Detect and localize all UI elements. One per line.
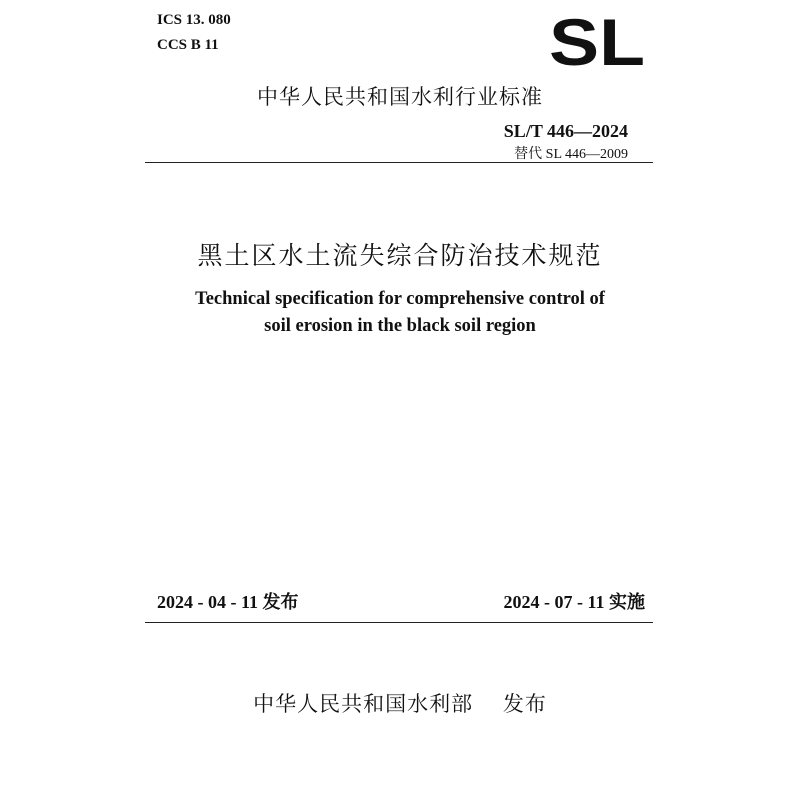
ics-code: ICS 13. 080: [157, 12, 231, 28]
title-english-line-1: Technical specification for comprehensive control of: [195, 289, 605, 309]
title-chinese: 黑土区水土流失综合防治技术规范: [197, 241, 603, 270]
industry-standard-title: 中华人民共和国水利行业标准: [257, 85, 543, 109]
title-english-line-2: soil erosion in the black soil region: [264, 316, 536, 336]
replaces-standard: 替代 SL 446—2009: [514, 147, 628, 162]
top-divider: [145, 162, 653, 163]
sl-logo: [548, 12, 646, 72]
publisher-name: 中华人民共和国水利部: [253, 692, 474, 716]
issue-date: 2024 - 04 - 11 发布: [157, 592, 299, 612]
sl-logo-text: SL: [549, 12, 645, 72]
publisher: [0, 688, 800, 718]
standard-number: SL/T 446—2024: [503, 121, 628, 141]
title-english: [0, 286, 800, 340]
publisher-action: 发布: [502, 692, 547, 716]
implementation-date: 2024 - 07 - 11 实施: [503, 592, 645, 612]
bottom-divider: [145, 622, 653, 623]
ccs-code: CCS B 11: [157, 37, 219, 53]
